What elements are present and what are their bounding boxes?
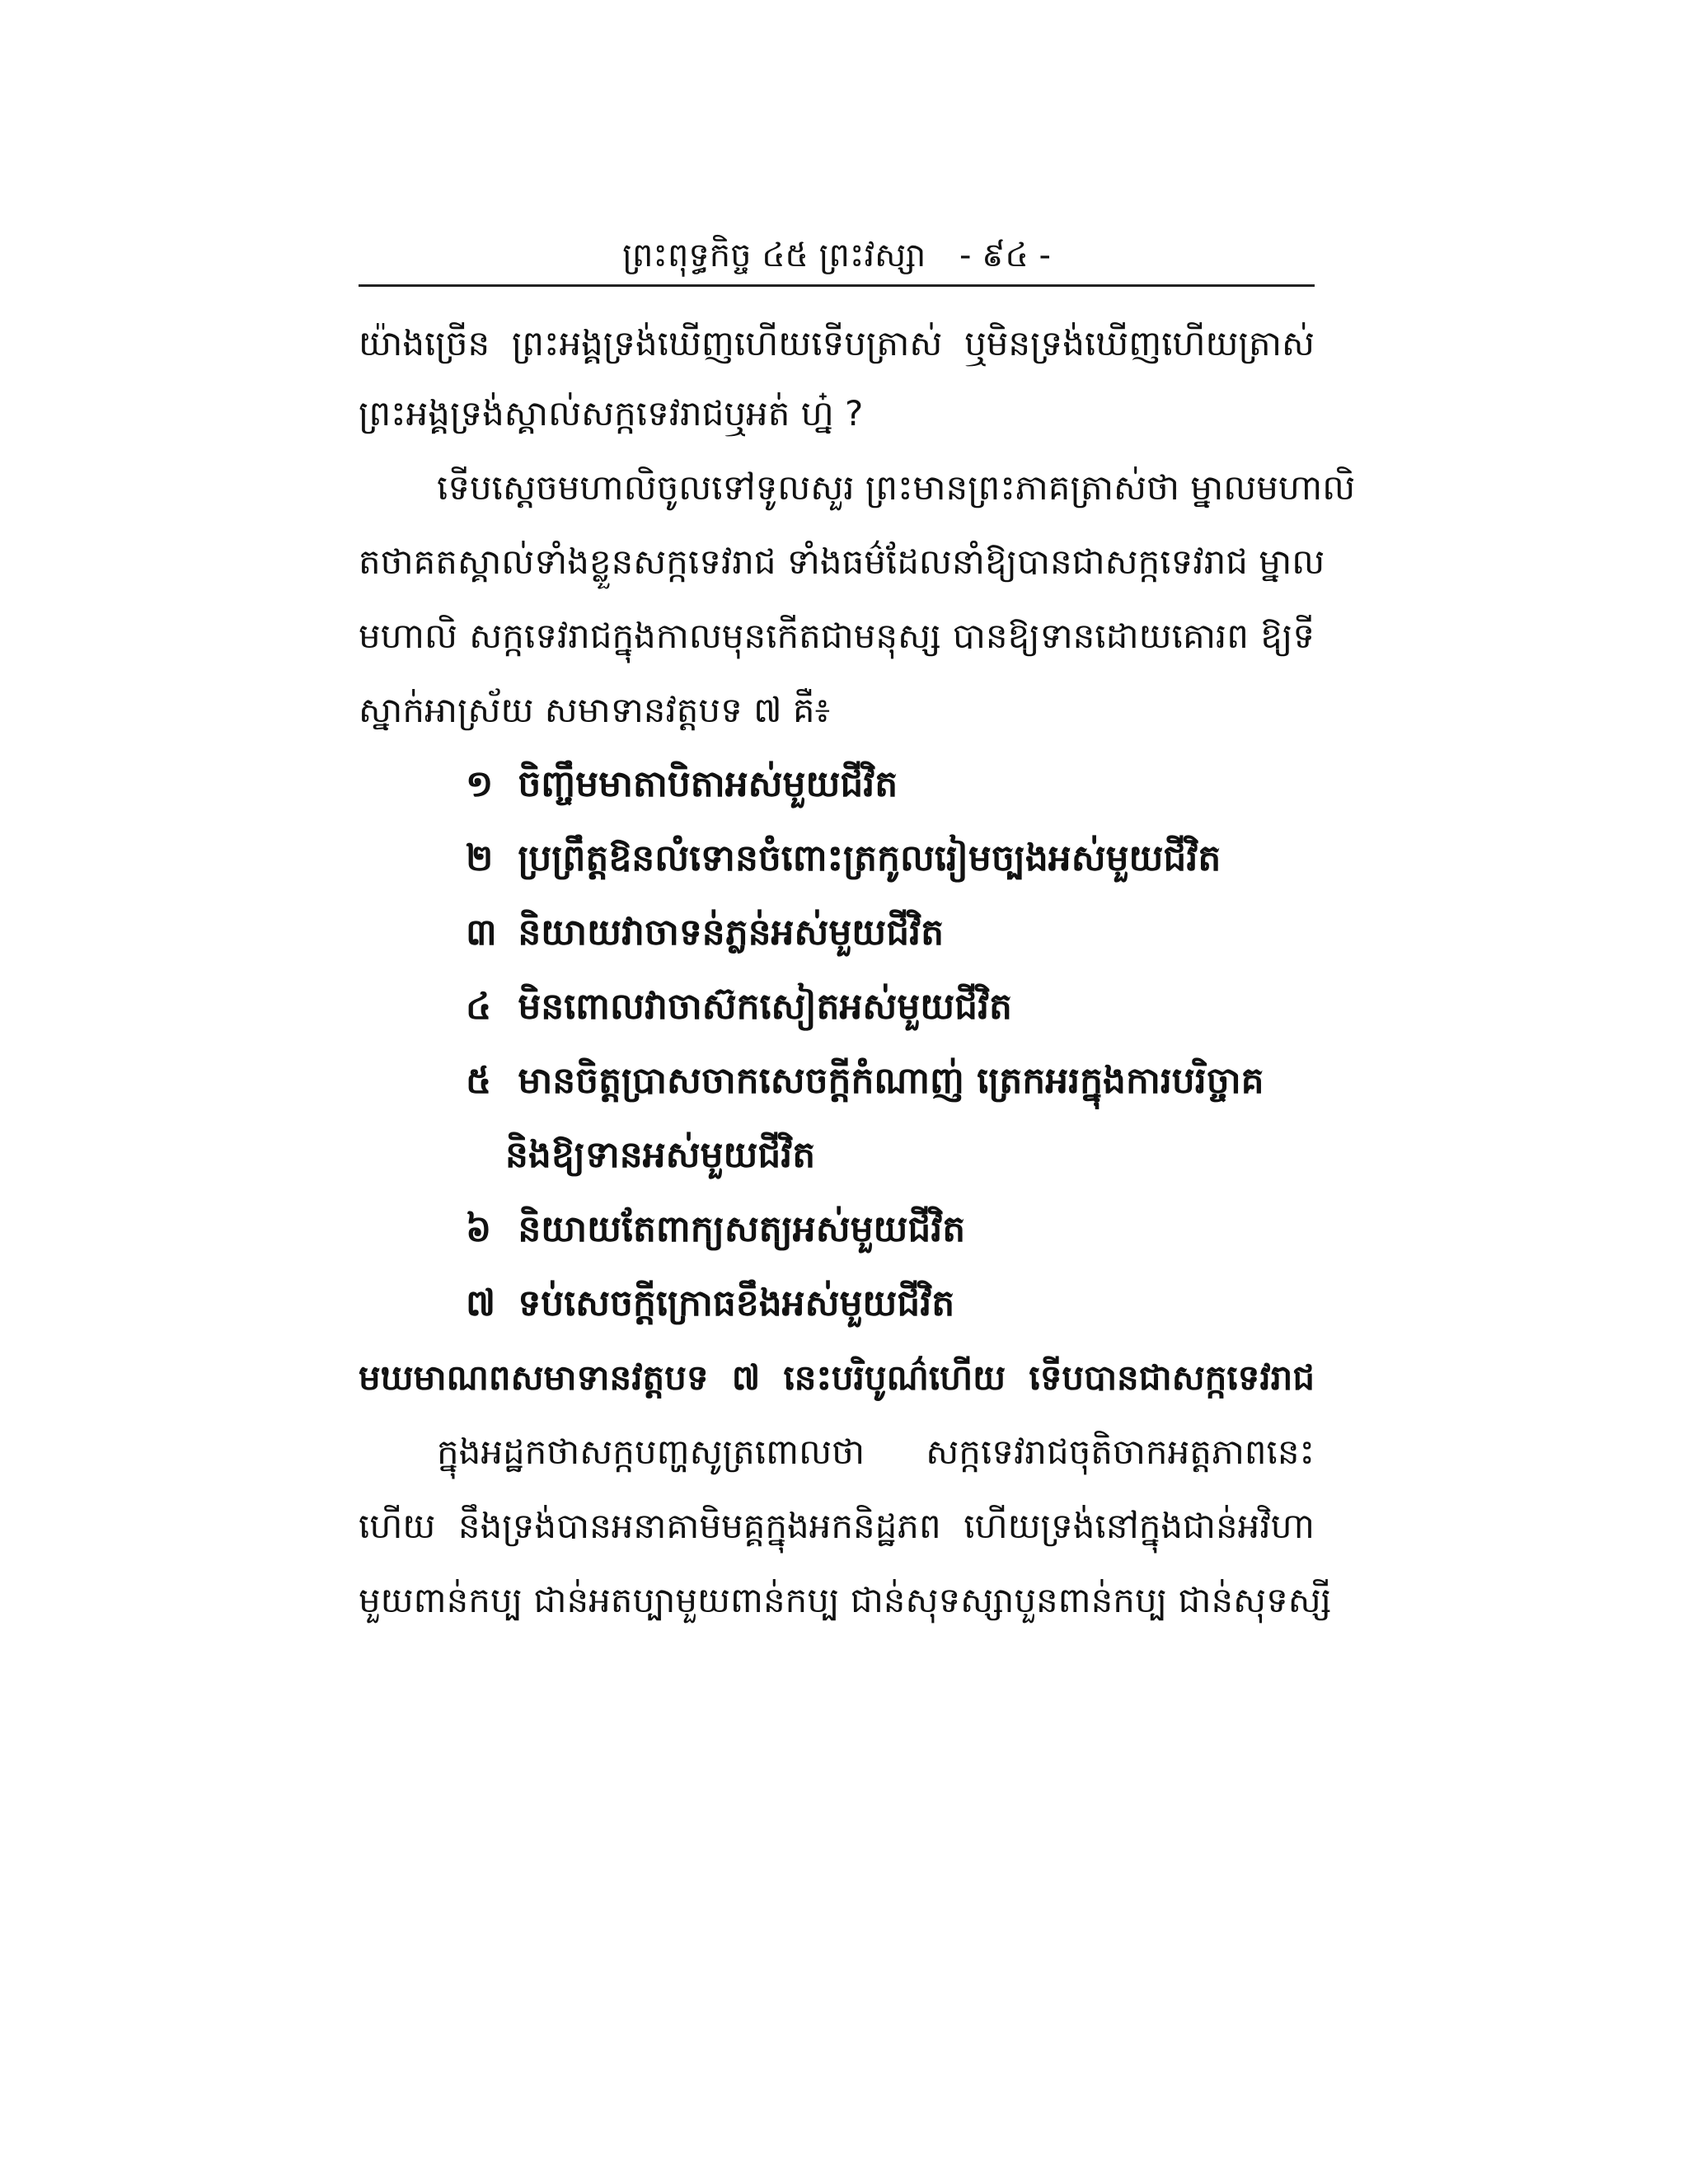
vow-item (466, 1203, 965, 1256)
paragraph-line: មហាលិ សក្កទេវរាជក្នុងកាលមុនកើតជាមនុស្ស បានឱ្យទានដោយគោរព ឱ្យទី (359, 616, 1315, 656)
paragraph-line: យ៉ាងច្រើន ព្រះអង្គទ្រង់ឃើញហើយទើបត្រាស់ ឬមិនទ្រង់ឃើញហើយត្រាស់ (359, 323, 1315, 363)
paragraph-line: តថាគតស្គាល់ទាំងខ្លួនសក្កទេវរាជ ទាំងធម៌ដែលនាំឱ្យបានជាសក្កទេវរាជ ម្នាល (359, 541, 1325, 582)
vow-text: និយាយវាចាទន់ភ្លន់អស់មួយជីវិត (518, 912, 945, 954)
vow-item-continuation: និងឱ្យទានអស់មួយជីវិត (505, 1134, 816, 1176)
vow-item (466, 1055, 1264, 1108)
vow-text: មិនពោលវាចាស៊កសៀតអស់មួយជីវិត (518, 986, 1012, 1028)
vow-item (466, 1277, 954, 1330)
vow-number: ២ (466, 837, 494, 879)
paragraph-line: ទើបស្ដេចមហាលិចូលទៅទូលសួរ ព្រះមានព្រះភាគត្រាស់ថា ម្នាលមហាលិ (437, 467, 1356, 508)
vow-text: និយាយតែពាក្យសត្យអស់មួយជីវិត (518, 1208, 966, 1250)
vow-number: ៦ (466, 1208, 492, 1250)
paragraph-line: មួយពាន់កប្ប ជាន់អតប្បាមួយពាន់កប្ប ជាន់សុទស្សាបួនពាន់កប្ប ជាន់សុទស្សី (359, 1580, 1332, 1620)
conclusion-line: មឃមាណពសមាទានវត្តបទ ៧ នេះបរិបូណ៌ហើយ ទើបបានជាសក្កទេវរាជ (359, 1357, 1315, 1398)
vow-text: ចិញ្ចឹមមាតាបិតាអស់មួយជីវិត (518, 763, 898, 805)
vow-number: ៧ (466, 1282, 496, 1324)
paragraph-line: ក្នុងអដ្ឋកថាសក្កបញ្ហសូត្រពោលថា សក្កទេវរាជចុតិចាកអត្តភាពនេះ (437, 1432, 1315, 1472)
vow-number: ៤ (466, 986, 492, 1028)
vow-item (466, 832, 1221, 885)
header-divider (359, 284, 1315, 287)
vow-number: ១ (466, 763, 494, 805)
vow-text: ប្រព្រឹត្តឱនលំទោនចំពោះត្រកូលរៀមច្បងអស់មួយជីវិត (518, 837, 1221, 879)
vow-number: ៣ (466, 912, 497, 954)
book-title: ព្រះពុទ្ធកិច្ច ៤៥ ព្រះវស្សា (622, 237, 926, 274)
vow-item (466, 907, 944, 959)
page-number: - ៩៤ - (959, 237, 1051, 274)
vow-text: មានចិត្តប្រាសចាកសេចក្ដីកំណាញ់ ត្រេកអរក្នុងការបរិច្ចាគ (518, 1060, 1264, 1102)
running-header (359, 231, 1315, 280)
paragraph-line: ហើយ នឹងទ្រង់បានអនាគាមិមគ្គក្នុងអកនិដ្ឋភព ហើយទ្រង់នៅក្នុងជាន់អវិហា (359, 1506, 1315, 1546)
vow-item (466, 981, 1012, 1033)
vow-item (466, 758, 898, 811)
vow-text: ទប់សេចក្ដីក្រោធខឹងអស់មួយជីវិត (518, 1282, 955, 1324)
paragraph-line: ព្រះអង្គទ្រង់ស្គាល់សក្កទេវរាជឬអត់ ហ្ន៎ ? (359, 393, 864, 434)
paragraph-line: ស្នាក់អាស្រ័យ សមាទានវត្តបទ ៧ គឺ៖ (359, 690, 831, 730)
vow-number: ៥ (466, 1060, 492, 1102)
